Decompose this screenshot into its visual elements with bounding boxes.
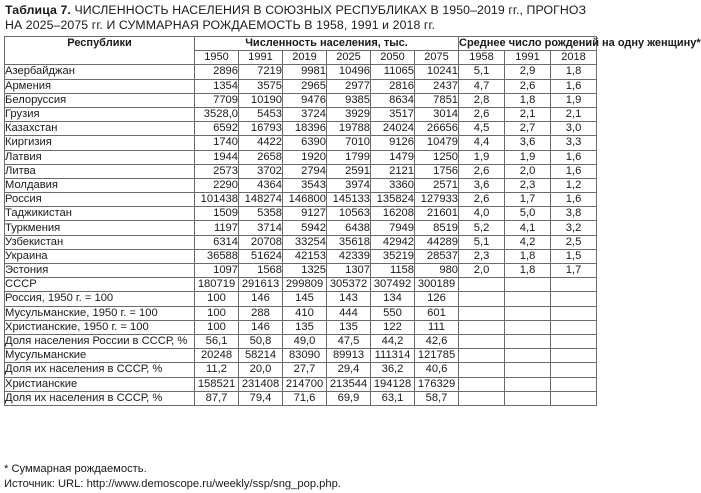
population-cell: 100 <box>195 320 239 334</box>
tfr-cell: 2,0 <box>459 264 505 278</box>
tfr-cell <box>459 363 505 377</box>
population-cell: 40,6 <box>415 363 459 377</box>
tfr-cell <box>459 320 505 334</box>
population-cell: 19788 <box>327 122 371 136</box>
tfr-cell <box>505 391 551 405</box>
population-cell: 79,4 <box>239 391 283 405</box>
tfr-cell: 2,1 <box>551 107 597 121</box>
population-cell: 11065 <box>371 65 415 79</box>
tfr-cell: 5,2 <box>459 221 505 235</box>
table-row <box>5 164 597 178</box>
tfr-cell <box>459 306 505 320</box>
population-cell: 71,6 <box>283 391 327 405</box>
population-cell: 44289 <box>415 235 459 249</box>
year-header-pop: 2025 <box>327 51 371 65</box>
population-cell: 111314 <box>371 349 415 363</box>
population-cell: 135 <box>327 320 371 334</box>
tfr-cell <box>551 306 597 320</box>
population-cell: 3575 <box>239 79 283 93</box>
population-cell: 3714 <box>239 221 283 235</box>
population-cell: 3974 <box>327 178 371 192</box>
population-cell: 3360 <box>371 178 415 192</box>
population-cell: 51624 <box>239 249 283 263</box>
tfr-cell: 1,7 <box>551 264 597 278</box>
tfr-cell <box>459 278 505 292</box>
row-label: Христианские <box>5 377 195 391</box>
tfr-cell <box>505 377 551 391</box>
tfr-cell: 3,0 <box>551 122 597 136</box>
population-cell: 1740 <box>195 136 239 150</box>
population-cell: 42339 <box>327 249 371 263</box>
row-label: Азербайджан <box>5 65 195 79</box>
population-cell: 145133 <box>327 193 371 207</box>
tfr-cell <box>459 349 505 363</box>
table-row <box>5 349 597 363</box>
year-header-pop: 2019 <box>283 51 327 65</box>
tfr-cell: 2,3 <box>505 178 551 192</box>
table-footer <box>4 462 341 492</box>
tfr-cell: 1,8 <box>505 93 551 107</box>
population-cell: 146800 <box>283 193 327 207</box>
row-label: Литва <box>5 164 195 178</box>
tfr-cell: 2,5 <box>551 235 597 249</box>
tfr-cell: 2,3 <box>459 249 505 263</box>
row-label: Казахстан <box>5 122 195 136</box>
population-cell: 2896 <box>195 65 239 79</box>
population-cell: 410 <box>283 306 327 320</box>
population-cell: 10190 <box>239 93 283 107</box>
population-cell: 27,7 <box>283 363 327 377</box>
tfr-cell <box>459 377 505 391</box>
tfr-cell: 1,9 <box>459 150 505 164</box>
population-cell: 127933 <box>415 193 459 207</box>
tfr-cell: 2,6 <box>459 164 505 178</box>
population-cell: 6314 <box>195 235 239 249</box>
population-cell: 2290 <box>195 178 239 192</box>
population-cell: 601 <box>415 306 459 320</box>
population-cell: 44,2 <box>371 334 415 348</box>
population-cell: 18396 <box>283 122 327 136</box>
population-cell: 8634 <box>371 93 415 107</box>
population-cell: 42,6 <box>415 334 459 348</box>
table-row <box>5 107 597 121</box>
row-label: Армения <box>5 79 195 93</box>
population-cell: 3517 <box>371 107 415 121</box>
population-cell: 69,9 <box>327 391 371 405</box>
tfr-cell: 4,0 <box>459 207 505 221</box>
tfr-cell <box>459 391 505 405</box>
population-cell: 2437 <box>415 79 459 93</box>
population-cell: 2121 <box>371 164 415 178</box>
population-cell: 213544 <box>327 377 371 391</box>
tfr-cell <box>551 278 597 292</box>
population-cell: 2977 <box>327 79 371 93</box>
population-cell: 58214 <box>239 349 283 363</box>
tfr-cell: 1,9 <box>505 150 551 164</box>
population-cell: 3929 <box>327 107 371 121</box>
year-header-pop: 2050 <box>371 51 415 65</box>
row-label: СССР <box>5 278 195 292</box>
population-cell: 11,2 <box>195 363 239 377</box>
tfr-cell: 2,0 <box>505 164 551 178</box>
tfr-cell: 1,8 <box>505 264 551 278</box>
row-label: Мусульманские, 1950 г. = 100 <box>5 306 195 320</box>
population-cell: 3014 <box>415 107 459 121</box>
population-cell: 4422 <box>239 136 283 150</box>
population-cell: 1509 <box>195 207 239 221</box>
population-cell: 7709 <box>195 93 239 107</box>
population-cell: 6390 <box>283 136 327 150</box>
tfr-cell: 5,1 <box>459 65 505 79</box>
population-cell: 1197 <box>195 221 239 235</box>
tfr-cell: 4,7 <box>459 79 505 93</box>
row-label: Доля их населения в СССР, % <box>5 363 195 377</box>
row-label: Доля их населения в СССР, % <box>5 391 195 405</box>
header-population: Численность населения, тыс. <box>195 37 459 51</box>
tfr-cell: 2,1 <box>505 107 551 121</box>
table-number: Таблица 7. <box>5 3 71 17</box>
table-row <box>5 79 597 93</box>
population-cell: 20708 <box>239 235 283 249</box>
population-cell: 56,1 <box>195 334 239 348</box>
tfr-cell: 2,6 <box>459 107 505 121</box>
tfr-cell: 5,0 <box>505 207 551 221</box>
population-cell: 291613 <box>239 278 283 292</box>
population-cell: 26656 <box>415 122 459 136</box>
population-cell: 6592 <box>195 122 239 136</box>
table-row <box>5 320 597 334</box>
population-cell: 444 <box>327 306 371 320</box>
tfr-cell <box>551 391 597 405</box>
population-cell: 134 <box>371 292 415 306</box>
tfr-cell <box>551 292 597 306</box>
population-cell: 100 <box>195 306 239 320</box>
population-cell: 9385 <box>327 93 371 107</box>
population-cell: 1354 <box>195 79 239 93</box>
table-row <box>5 391 597 405</box>
year-header-pop: 1950 <box>195 51 239 65</box>
population-cell: 36,2 <box>371 363 415 377</box>
tfr-cell: 1,6 <box>551 79 597 93</box>
population-cell: 299809 <box>283 278 327 292</box>
population-cell: 305372 <box>327 278 371 292</box>
tfr-cell <box>505 363 551 377</box>
year-header-tfr: 1958 <box>459 51 505 65</box>
row-label: Узбекистан <box>5 235 195 249</box>
tfr-cell <box>551 377 597 391</box>
table-row <box>5 122 597 136</box>
population-cell: 145 <box>283 292 327 306</box>
row-label: Белоруссия <box>5 93 195 107</box>
table-row <box>5 136 597 150</box>
population-cell: 100 <box>195 292 239 306</box>
tfr-cell: 3,3 <box>551 136 597 150</box>
year-header-tfr: 2018 <box>551 51 597 65</box>
population-cell: 121785 <box>415 349 459 363</box>
population-cell: 16208 <box>371 207 415 221</box>
table-row <box>5 93 597 107</box>
population-cell: 288 <box>239 306 283 320</box>
tfr-cell <box>505 320 551 334</box>
population-cell: 7949 <box>371 221 415 235</box>
population-cell: 35219 <box>371 249 415 263</box>
population-cell: 126 <box>415 292 459 306</box>
header-republics: Республики <box>5 37 195 65</box>
table-row <box>5 150 597 164</box>
population-cell: 135824 <box>371 193 415 207</box>
population-cell: 20248 <box>195 349 239 363</box>
population-cell: 10241 <box>415 65 459 79</box>
tfr-cell: 2,8 <box>459 93 505 107</box>
population-cell: 21601 <box>415 207 459 221</box>
population-cell: 158521 <box>195 377 239 391</box>
table-body <box>5 65 597 406</box>
tfr-cell: 1,6 <box>551 193 597 207</box>
tfr-cell <box>459 292 505 306</box>
population-cell: 2965 <box>283 79 327 93</box>
table-row <box>5 235 597 249</box>
population-cell: 9981 <box>283 65 327 79</box>
table-row <box>5 221 597 235</box>
tfr-cell: 1,2 <box>551 178 597 192</box>
row-label: Россия <box>5 193 195 207</box>
header-tfr: Среднее число рождений на одну женщину* <box>459 37 701 49</box>
population-cell: 2658 <box>239 150 283 164</box>
table-title-text: ЧИСЛЕННОСТЬ НАСЕЛЕНИЯ В СОЮЗНЫХ РЕСПУБЛИКАХ В 1950–2019 гг., ПРОГНОЗ НА 2025–2075 гг. И СУММАРНАЯ РОЖДАЕМОСТЬ В 1958, 1991 и 2018 гг. <box>5 3 587 32</box>
population-cell: 2573 <box>195 164 239 178</box>
row-label: Украина <box>5 249 195 263</box>
population-cell: 4364 <box>239 178 283 192</box>
row-label: Доля населения России в СССР, % <box>5 334 195 348</box>
population-cell: 1479 <box>371 150 415 164</box>
population-cell: 2794 <box>283 164 327 178</box>
tfr-cell <box>505 349 551 363</box>
tfr-cell: 3,2 <box>551 221 597 235</box>
tfr-cell <box>551 363 597 377</box>
row-label: Латвия <box>5 150 195 164</box>
year-header-pop: 2075 <box>415 51 459 65</box>
population-cell: 9476 <box>283 93 327 107</box>
population-cell: 7010 <box>327 136 371 150</box>
row-label: Молдавия <box>5 178 195 192</box>
row-label: Грузия <box>5 107 195 121</box>
population-cell: 980 <box>415 264 459 278</box>
row-label: Христианские, 1950 г. = 100 <box>5 320 195 334</box>
row-label: Киргизия <box>5 136 195 150</box>
population-cell: 3724 <box>283 107 327 121</box>
table-row <box>5 334 597 348</box>
population-cell: 16793 <box>239 122 283 136</box>
population-cell: 63,1 <box>371 391 415 405</box>
population-cell: 10479 <box>415 136 459 150</box>
tfr-cell: 4,2 <box>505 235 551 249</box>
footnote: * Суммарная рождаемость. <box>4 463 147 475</box>
population-cell: 143 <box>327 292 371 306</box>
population-cell: 1250 <box>415 150 459 164</box>
population-cell: 300189 <box>415 278 459 292</box>
tfr-cell: 1,6 <box>551 150 597 164</box>
population-cell: 146 <box>239 292 283 306</box>
population-cell: 307492 <box>371 278 415 292</box>
population-cell: 2816 <box>371 79 415 93</box>
row-label: Мусульманские <box>5 349 195 363</box>
population-cell: 29,4 <box>327 363 371 377</box>
population-cell: 47,5 <box>327 334 371 348</box>
table-row <box>5 363 597 377</box>
tfr-cell: 2,6 <box>505 79 551 93</box>
table-row <box>5 278 597 292</box>
population-cell: 87,7 <box>195 391 239 405</box>
tfr-cell: 1,7 <box>505 193 551 207</box>
table-row <box>5 65 597 79</box>
tfr-cell: 1,9 <box>551 93 597 107</box>
row-label: Россия, 1950 г. = 100 <box>5 292 195 306</box>
population-cell: 1756 <box>415 164 459 178</box>
population-cell: 24024 <box>371 122 415 136</box>
tfr-cell <box>459 334 505 348</box>
table-row <box>5 292 597 306</box>
population-cell: 1568 <box>239 264 283 278</box>
tfr-cell <box>551 334 597 348</box>
tfr-cell: 3,6 <box>505 136 551 150</box>
tfr-cell <box>505 306 551 320</box>
population-cell: 148274 <box>239 193 283 207</box>
population-cell: 3702 <box>239 164 283 178</box>
population-cell: 3543 <box>283 178 327 192</box>
row-label: Туркмения <box>5 221 195 235</box>
population-cell: 111 <box>415 320 459 334</box>
tfr-cell <box>505 292 551 306</box>
population-cell: 49,0 <box>283 334 327 348</box>
table-row <box>5 264 597 278</box>
population-cell: 8519 <box>415 221 459 235</box>
tfr-cell: 2,7 <box>505 122 551 136</box>
table-row <box>5 178 597 192</box>
population-cell: 83090 <box>283 349 327 363</box>
population-cell: 6438 <box>327 221 371 235</box>
population-cell: 28537 <box>415 249 459 263</box>
table-row <box>5 249 597 263</box>
population-cell: 20,0 <box>239 363 283 377</box>
population-cell: 5453 <box>239 107 283 121</box>
population-cell: 89913 <box>327 349 371 363</box>
population-cell: 1158 <box>371 264 415 278</box>
population-cell: 58,7 <box>415 391 459 405</box>
year-header-tfr: 1991 <box>505 51 551 65</box>
tfr-cell <box>505 278 551 292</box>
table-row <box>5 306 597 320</box>
population-cell: 7851 <box>415 93 459 107</box>
row-label: Таджикистан <box>5 207 195 221</box>
population-cell: 10563 <box>327 207 371 221</box>
tfr-cell <box>505 334 551 348</box>
population-cell: 42942 <box>371 235 415 249</box>
population-cell: 214700 <box>283 377 327 391</box>
population-cell: 194128 <box>371 377 415 391</box>
population-cell: 180719 <box>195 278 239 292</box>
population-cell: 135 <box>283 320 327 334</box>
table-title <box>5 3 597 33</box>
tfr-cell: 3,8 <box>551 207 597 221</box>
tfr-cell: 1,5 <box>551 249 597 263</box>
population-cell: 146 <box>239 320 283 334</box>
population-cell: 1799 <box>327 150 371 164</box>
population-cell: 1325 <box>283 264 327 278</box>
population-cell: 3528,0 <box>195 107 239 121</box>
tfr-cell: 1,8 <box>505 249 551 263</box>
population-cell: 5942 <box>283 221 327 235</box>
population-cell: 1097 <box>195 264 239 278</box>
population-cell: 9126 <box>371 136 415 150</box>
header-row <box>5 37 597 51</box>
source-note: Источник: URL: http://www.demoscope.ru/weekly/ssp/sng_pop.php. <box>4 478 341 490</box>
population-cell: 1920 <box>283 150 327 164</box>
tfr-cell: 4,4 <box>459 136 505 150</box>
population-cell: 1944 <box>195 150 239 164</box>
table-row <box>5 377 597 391</box>
population-cell: 122 <box>371 320 415 334</box>
population-cell: 5358 <box>239 207 283 221</box>
population-cell: 176329 <box>415 377 459 391</box>
tfr-cell: 4,5 <box>459 122 505 136</box>
year-header-pop: 1991 <box>239 51 283 65</box>
row-label: Эстония <box>5 264 195 278</box>
population-cell: 36588 <box>195 249 239 263</box>
population-cell: 101438 <box>195 193 239 207</box>
population-cell: 2591 <box>327 164 371 178</box>
population-cell: 2571 <box>415 178 459 192</box>
tfr-cell: 2,6 <box>459 193 505 207</box>
tfr-cell <box>551 320 597 334</box>
population-cell: 550 <box>371 306 415 320</box>
population-cell: 7219 <box>239 65 283 79</box>
tfr-cell: 4,1 <box>505 221 551 235</box>
population-cell: 35618 <box>327 235 371 249</box>
tfr-cell: 1,8 <box>551 65 597 79</box>
table-row <box>5 207 597 221</box>
population-cell: 33254 <box>283 235 327 249</box>
tfr-cell: 1,6 <box>551 164 597 178</box>
population-cell: 10496 <box>327 65 371 79</box>
tfr-cell: 3,6 <box>459 178 505 192</box>
table-row <box>5 193 597 207</box>
tfr-cell: 5,1 <box>459 235 505 249</box>
population-cell: 42153 <box>283 249 327 263</box>
population-cell: 50,8 <box>239 334 283 348</box>
tfr-cell <box>551 349 597 363</box>
population-cell: 1307 <box>327 264 371 278</box>
population-table <box>4 36 701 406</box>
population-cell: 9127 <box>283 207 327 221</box>
tfr-cell: 2,9 <box>505 65 551 79</box>
population-cell: 231408 <box>239 377 283 391</box>
